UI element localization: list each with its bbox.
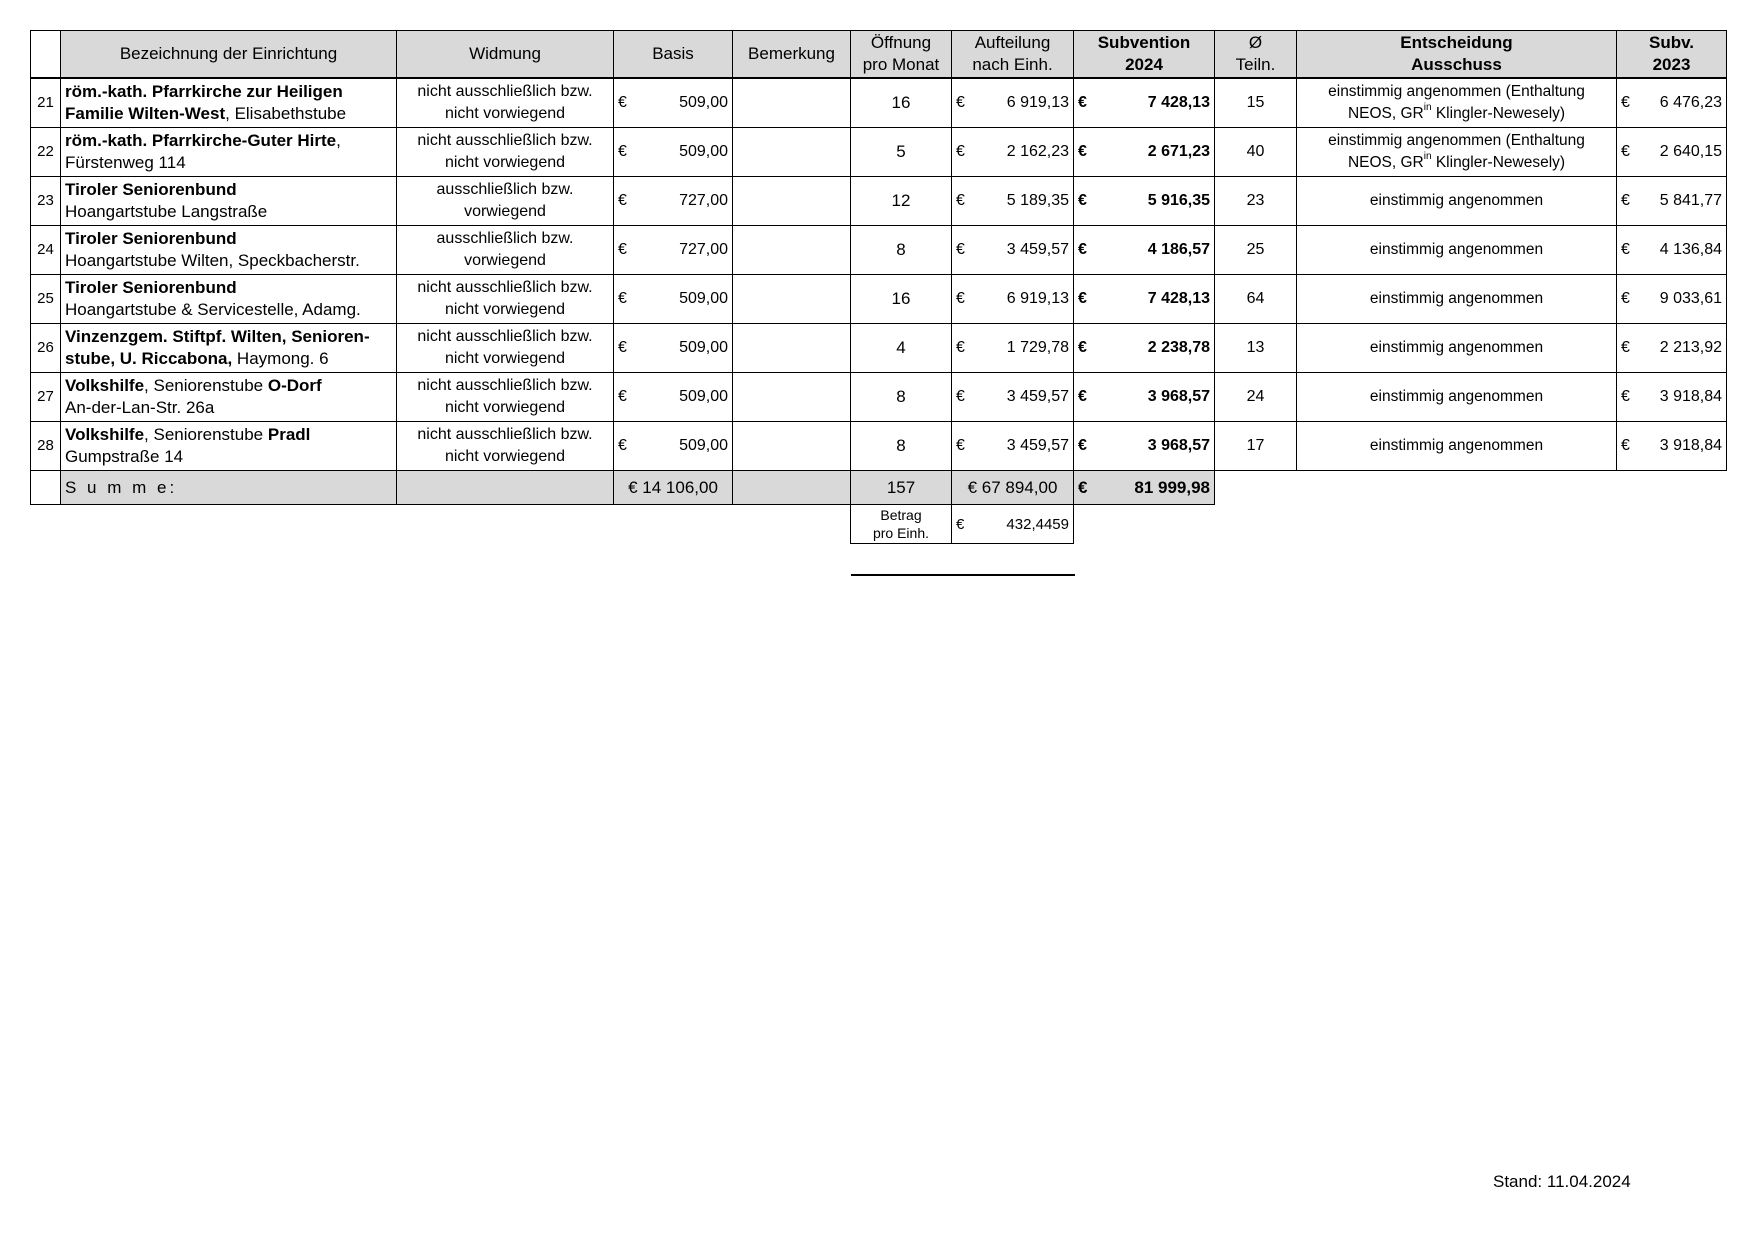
basis-value: 509,00: [679, 437, 728, 454]
teilnehmer-cell: 13: [1215, 324, 1297, 373]
header-nr: [31, 31, 61, 79]
subvention-2024-cell: [1074, 324, 1215, 373]
subvention-currency: €: [1078, 339, 1087, 356]
einrichtung-name: [61, 78, 397, 128]
teilnehmer-cell: 64: [1215, 275, 1297, 324]
header-entscheidung-line1: Entscheidung: [1400, 33, 1513, 52]
oeffnung-cell: 8: [851, 422, 952, 471]
subv-2023-value: 3 918,84: [1659, 437, 1722, 454]
einrichtung-title-line2: stube, U. Riccabona,: [65, 349, 233, 368]
einrichtung-address: An-der-Lan-Str. 26a: [65, 398, 215, 417]
aufteilung-currency: €: [956, 339, 965, 356]
row-number: 22: [31, 128, 61, 177]
subvention-2024-value: 2 671,23: [1147, 143, 1210, 160]
einrichtung-address: Gumpstraße 14: [65, 447, 184, 466]
basis-cell: [614, 177, 733, 226]
teilnehmer-cell: 23: [1215, 177, 1297, 226]
aufteilung-currency: €: [956, 241, 965, 258]
aufteilung-value: 2 162,23: [1006, 143, 1069, 160]
einrichtung-name: [61, 324, 397, 373]
subvention-currency: €: [1078, 241, 1087, 258]
header-oeffnung-line2: pro Monat: [862, 55, 940, 74]
einrichtung-title: Tiroler Seniorenbund: [65, 229, 237, 248]
subv-2023-cell: [1617, 177, 1727, 226]
header-subv-line2: 2023: [1652, 55, 1691, 74]
basis-value: 727,00: [679, 241, 728, 258]
subv-2023-currency: €: [1621, 437, 1630, 454]
aufteilung-currency: €: [956, 290, 965, 307]
subv-2023-currency: €: [1621, 339, 1630, 356]
oeffnung-cell: 12: [851, 177, 952, 226]
betrag-label: [851, 505, 952, 544]
widmung-line1: nicht ausschließlich bzw.: [417, 83, 593, 100]
oeffnung-cell: 8: [851, 373, 952, 422]
einrichtung-address: Fürstenweg 114: [65, 153, 186, 172]
entscheidung-cell: [1297, 78, 1617, 128]
einrichtung-title: Vinzenzgem. Stiftpf. Wilten, Senioren-: [65, 327, 370, 346]
header-teiln: [1215, 31, 1297, 79]
widmung-cell: [397, 422, 614, 471]
header-subvention: [1074, 31, 1215, 79]
bemerkung-cell: [733, 373, 851, 422]
basis-cell: [614, 422, 733, 471]
entscheidung-line1: einstimmig angenommen (Enthaltung: [1328, 83, 1585, 100]
betrag-spacer: [31, 505, 851, 544]
header-aufteilung: [952, 31, 1074, 79]
row-number: 24: [31, 226, 61, 275]
row-number: 27: [31, 373, 61, 422]
summe-widmung-cell: [397, 471, 614, 505]
aufteilung-currency: €: [956, 94, 965, 111]
subvention-2024-cell: [1074, 78, 1215, 128]
table-row: [31, 422, 1727, 471]
subv-2023-cell: [1617, 275, 1727, 324]
betrag-value-cell: [952, 505, 1074, 544]
basis-cell: [614, 275, 733, 324]
aufteilung-value: 6 919,13: [1006, 94, 1069, 111]
einrichtung-title: röm.-kath. Pfarrkirche zur Heiligen: [65, 82, 343, 101]
header-oeffnung-line1: Öffnung: [870, 33, 932, 52]
basis-cell: [614, 128, 733, 177]
basis-value: 509,00: [679, 290, 728, 307]
widmung-line2: nicht vorwiegend: [444, 301, 566, 318]
summe-subvention-cell: [1074, 471, 1215, 505]
widmung-line1: nicht ausschließlich bzw.: [417, 279, 593, 296]
einrichtung-address: , Elisabethstube: [225, 104, 347, 123]
einrichtung-title-rest: ,: [336, 131, 341, 150]
aufteilung-value: 6 919,13: [1006, 290, 1069, 307]
row-number: 26: [31, 324, 61, 373]
widmung-line2: nicht vorwiegend: [444, 448, 566, 465]
widmung-line2: nicht vorwiegend: [444, 154, 566, 171]
header-widmung: Widmung: [397, 31, 614, 79]
entscheidung-text: einstimmig angenommen: [1369, 290, 1544, 307]
einrichtung-title: Tiroler Seniorenbund: [65, 278, 237, 297]
entscheidung-cell: [1297, 177, 1617, 226]
header-entscheidung: [1297, 31, 1617, 79]
summe-label: S u m m e:: [61, 471, 397, 505]
aufteilung-value: 1 729,78: [1006, 339, 1069, 356]
subvention-2024-value: 3 968,57: [1147, 388, 1210, 405]
table-row: [31, 275, 1727, 324]
header-bezeichnung: Bezeichnung der Einrichtung: [61, 31, 397, 79]
aufteilung-cell: [952, 128, 1074, 177]
summe-nr-cell: [31, 471, 61, 505]
summe-row: [31, 471, 1727, 505]
subvention-currency: €: [1078, 94, 1087, 111]
einrichtung-name: [61, 177, 397, 226]
widmung-line2: vorwiegend: [464, 203, 546, 220]
header-teiln-line2: Teiln.: [1235, 55, 1276, 74]
summe-subvention-currency: €: [1078, 477, 1088, 497]
entscheidung-line2a: NEOS, GR: [1347, 105, 1424, 122]
betrag-currency: €: [956, 515, 965, 533]
entscheidung-cell: [1297, 275, 1617, 324]
widmung-cell: [397, 275, 614, 324]
aufteilung-cell: [952, 324, 1074, 373]
einrichtung-title: Tiroler Seniorenbund: [65, 180, 237, 199]
subvention-currency: €: [1078, 192, 1087, 209]
aufteilung-currency: €: [956, 388, 965, 405]
einrichtung-type: , Seniorenstube: [144, 376, 268, 395]
entscheidung-text: einstimmig angenommen: [1369, 437, 1544, 454]
header-oeffnung: [851, 31, 952, 79]
einrichtung-name: [61, 275, 397, 324]
widmung-line2: nicht vorwiegend: [444, 105, 566, 122]
aufteilung-cell: [952, 226, 1074, 275]
summe-aufteilung: € 67 894,00: [952, 471, 1074, 505]
einrichtung-district: Pradl: [267, 425, 311, 444]
aufteilung-cell: [952, 373, 1074, 422]
subvention-2024-cell: [1074, 275, 1215, 324]
basis-currency: €: [618, 388, 627, 405]
einrichtung-address: Hoangartstube Wilten, Speckbacherstr.: [65, 251, 360, 270]
widmung-line1: nicht ausschließlich bzw.: [417, 377, 593, 394]
bemerkung-cell: [733, 422, 851, 471]
subvention-currency: €: [1078, 143, 1087, 160]
entscheidung-cell: [1297, 373, 1617, 422]
teilnehmer-cell: 17: [1215, 422, 1297, 471]
subv-2023-value: 9 033,61: [1659, 290, 1722, 307]
basis-cell: [614, 226, 733, 275]
entscheidung-text: einstimmig angenommen: [1369, 339, 1544, 356]
subvention-currency: €: [1078, 388, 1087, 405]
widmung-cell: [397, 373, 614, 422]
summe-subvention: 81 999,98: [1134, 477, 1210, 497]
teilnehmer-cell: 15: [1215, 78, 1297, 128]
entscheidung-line2a: NEOS, GR: [1347, 154, 1424, 171]
subvention-2024-cell: [1074, 373, 1215, 422]
basis-cell: [614, 373, 733, 422]
header-row: [31, 31, 1727, 79]
bemerkung-cell: [733, 275, 851, 324]
subv-2023-currency: €: [1621, 192, 1630, 209]
einrichtung-district: O-Dorf: [267, 376, 322, 395]
table-row: [31, 226, 1727, 275]
widmung-line1: ausschließlich bzw.: [436, 230, 574, 247]
einrichtung-name: [61, 373, 397, 422]
oeffnung-cell: 4: [851, 324, 952, 373]
subv-2023-value: 5 841,77: [1659, 192, 1722, 209]
table-row: [31, 177, 1727, 226]
subv-2023-cell: [1617, 373, 1727, 422]
betrag-label-line1: Betrag: [880, 507, 922, 523]
widmung-cell: [397, 128, 614, 177]
subvention-2024-value: 4 186,57: [1147, 241, 1210, 258]
aufteilung-value: 3 459,57: [1006, 241, 1069, 258]
subsidy-table: [30, 30, 1727, 544]
basis-currency: €: [618, 143, 627, 160]
widmung-cell: [397, 78, 614, 128]
bemerkung-cell: [733, 324, 851, 373]
oeffnung-cell: 5: [851, 128, 952, 177]
einrichtung-name: [61, 226, 397, 275]
header-subv-line1: Subv.: [1648, 33, 1695, 52]
entscheidung-text: einstimmig angenommen: [1369, 388, 1544, 405]
teilnehmer-cell: 40: [1215, 128, 1297, 177]
header-subv-2023: [1617, 31, 1727, 79]
einrichtung-address: Haymong. 6: [232, 349, 329, 368]
bemerkung-cell: [733, 226, 851, 275]
subv-2023-cell: [1617, 128, 1727, 177]
aufteilung-cell: [952, 422, 1074, 471]
einrichtung-type: , Seniorenstube: [144, 425, 268, 444]
oeffnung-cell: 8: [851, 226, 952, 275]
row-number: 23: [31, 177, 61, 226]
subv-2023-cell: [1617, 78, 1727, 128]
einrichtung-address: Hoangartstube & Servicestelle, Adamg.: [65, 300, 361, 319]
entscheidung-cell: [1297, 226, 1617, 275]
subv-2023-cell: [1617, 324, 1727, 373]
subv-2023-cell: [1617, 226, 1727, 275]
basis-currency: €: [618, 94, 627, 111]
aufteilung-cell: [952, 177, 1074, 226]
widmung-cell: [397, 226, 614, 275]
widmung-line1: nicht ausschließlich bzw.: [417, 328, 593, 345]
widmung-cell: [397, 177, 614, 226]
basis-currency: €: [618, 241, 627, 258]
einrichtung-name: [61, 128, 397, 177]
header-aufteilung-line2: nach Einh.: [972, 55, 1053, 74]
summe-blank: [1215, 471, 1727, 505]
widmung-cell: [397, 324, 614, 373]
aufteilung-currency: €: [956, 192, 965, 209]
entscheidung-text: einstimmig angenommen: [1369, 241, 1544, 258]
widmung-line2: nicht vorwiegend: [444, 350, 566, 367]
basis-value: 509,00: [679, 143, 728, 160]
subvention-currency: €: [1078, 437, 1087, 454]
entscheidung-cell: [1297, 324, 1617, 373]
einrichtung-title: Volkshilfe: [65, 425, 145, 444]
aufteilung-cell: [952, 78, 1074, 128]
subvention-2024-value: 2 238,78: [1147, 339, 1210, 356]
entscheidung-superscript: in: [1423, 102, 1432, 113]
subv-2023-currency: €: [1621, 388, 1630, 405]
betrag-row: [31, 505, 1727, 544]
subvention-2024-cell: [1074, 422, 1215, 471]
bemerkung-cell: [733, 177, 851, 226]
widmung-line2: nicht vorwiegend: [444, 399, 566, 416]
subvention-2024-value: 5 916,35: [1147, 192, 1210, 209]
header-aufteilung-line1: Aufteilung: [974, 33, 1051, 52]
stand-date: Stand: 11.04.2024: [1493, 1172, 1631, 1191]
basis-cell: [614, 324, 733, 373]
basis-currency: €: [618, 437, 627, 454]
einrichtung-title: röm.-kath. Pfarrkirche-Guter Hirte: [65, 131, 337, 150]
basis-currency: €: [618, 339, 627, 356]
oeffnung-cell: 16: [851, 275, 952, 324]
table-row: [31, 128, 1727, 177]
basis-currency: €: [618, 192, 627, 209]
widmung-line1: nicht ausschließlich bzw.: [417, 132, 593, 149]
summe-bemerkung-cell: [733, 471, 851, 505]
einrichtung-name: [61, 422, 397, 471]
subv-2023-value: 4 136,84: [1659, 241, 1722, 258]
widmung-line1: nicht ausschließlich bzw.: [417, 426, 593, 443]
teilnehmer-cell: 25: [1215, 226, 1297, 275]
entscheidung-line1: einstimmig angenommen (Enthaltung: [1328, 132, 1585, 149]
row-number: 28: [31, 422, 61, 471]
subv-2023-currency: €: [1621, 290, 1630, 307]
entscheidung-cell: [1297, 422, 1617, 471]
basis-cell: [614, 78, 733, 128]
teilnehmer-cell: 24: [1215, 373, 1297, 422]
subv-2023-currency: €: [1621, 241, 1630, 258]
subvention-2024-value: 7 428,13: [1147, 290, 1210, 307]
header-subvention-line1: Subvention: [1097, 33, 1191, 52]
basis-value: 509,00: [679, 388, 728, 405]
table-row: [31, 373, 1727, 422]
basis-value: 727,00: [679, 192, 728, 209]
einrichtung-address: Hoangartstube Langstraße: [65, 202, 268, 221]
subvention-2024-cell: [1074, 177, 1215, 226]
header-subvention-line2: 2024: [1125, 55, 1163, 74]
oeffnung-cell: 16: [851, 78, 952, 128]
widmung-line1: ausschließlich bzw.: [436, 181, 574, 198]
basis-value: 509,00: [679, 94, 728, 111]
table-row: [31, 78, 1727, 128]
betrag-value: 432,4459: [1006, 515, 1069, 533]
table-row: [31, 324, 1727, 373]
aufteilung-currency: €: [956, 143, 965, 160]
aufteilung-value: 3 459,57: [1006, 437, 1069, 454]
entscheidung-superscript: in: [1423, 151, 1432, 162]
subvention-2024-value: 7 428,13: [1147, 94, 1210, 111]
entscheidung-line2b: Klingler-Newesely): [1431, 105, 1566, 122]
bemerkung-cell: [733, 78, 851, 128]
row-number: 25: [31, 275, 61, 324]
widmung-line2: vorwiegend: [464, 252, 546, 269]
aufteilung-value: 5 189,35: [1006, 192, 1069, 209]
subv-2023-value: 2 640,15: [1659, 143, 1722, 160]
subv-2023-cell: [1617, 422, 1727, 471]
header-teiln-line1: Ø: [1248, 33, 1263, 52]
einrichtung-title: Volkshilfe: [65, 376, 145, 395]
entscheidung-text: einstimmig angenommen: [1369, 192, 1544, 209]
basis-currency: €: [618, 290, 627, 307]
bemerkung-cell: [733, 128, 851, 177]
basis-value: 509,00: [679, 339, 728, 356]
subvention-2024-cell: [1074, 128, 1215, 177]
summe-basis: € 14 106,00: [614, 471, 733, 505]
subv-2023-value: 6 476,23: [1659, 94, 1722, 111]
subv-2023-currency: €: [1621, 94, 1630, 111]
subv-2023-value: 3 918,84: [1659, 388, 1722, 405]
summe-oeffnung: 157: [851, 471, 952, 505]
header-entscheidung-line2: Ausschuss: [1411, 55, 1502, 74]
entscheidung-line2b: Klingler-Newesely): [1431, 154, 1566, 171]
einrichtung-title-line2: Familie Wilten-West: [65, 104, 226, 123]
header-bemerkung: Bemerkung: [733, 31, 851, 79]
header-basis: Basis: [614, 31, 733, 79]
subv-2023-currency: €: [1621, 143, 1630, 160]
subvention-2024-cell: [1074, 226, 1215, 275]
subvention-2024-value: 3 968,57: [1147, 437, 1210, 454]
entscheidung-cell: [1297, 128, 1617, 177]
aufteilung-cell: [952, 275, 1074, 324]
betrag-label-line2: pro Einh.: [872, 525, 930, 541]
subv-2023-value: 2 213,92: [1659, 339, 1722, 356]
aufteilung-currency: €: [956, 437, 965, 454]
aufteilung-value: 3 459,57: [1006, 388, 1069, 405]
underline-rule: [851, 574, 1075, 576]
row-number: 21: [31, 78, 61, 128]
subvention-currency: €: [1078, 290, 1087, 307]
betrag-spacer-right: [1074, 505, 1727, 544]
